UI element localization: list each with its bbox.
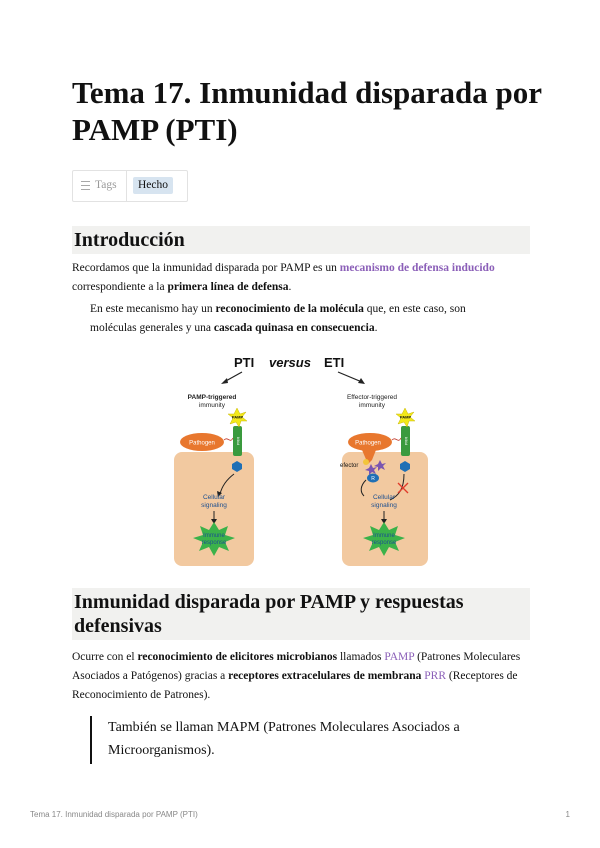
pathogen-label-left: Pathogen: [189, 440, 215, 447]
pathogen-label-right: Pathogen: [355, 440, 381, 447]
arrow-right: [338, 372, 362, 382]
text: (Receptores de Reconocimiento de Patrones).: [72, 670, 518, 701]
text: llamados: [337, 651, 385, 663]
footer-title: Tema 17. Inmunidad disparada por PAMP (PTI): [30, 810, 198, 819]
response-label-left-1: Immune: [203, 533, 225, 539]
bold-text: receptores extracelulares de membrana: [228, 670, 422, 682]
caption-eti-line2: immunity: [358, 402, 386, 409]
signaling-label-left-2: signaling: [201, 502, 227, 509]
intro-paragraph: [72, 259, 532, 297]
highlight-link: mecanismo de defensa inducido: [339, 262, 495, 274]
bold-text: reconocimiento de la molécula: [215, 303, 364, 315]
pamp-paragraph: [72, 648, 532, 705]
bold-text: reconocimiento de elicitores microbianos: [137, 651, 338, 663]
quote-text: También se llaman MAPM (Patrones Moleculares Asociados a Microorganismos).: [108, 720, 460, 758]
text: (Patrones Moleculares Asociados a Patógenos) gracias a: [72, 651, 521, 682]
effector-label: efector: [340, 463, 359, 469]
bold-text: cascada quinasa en consecuencia: [213, 322, 375, 334]
text: Ocurre con el: [72, 651, 138, 663]
text: Recordamos que la inmunidad disparada por PAMP es un: [72, 262, 340, 274]
page-number: 1: [565, 810, 570, 819]
figure-title-pti: PTI: [234, 355, 255, 370]
intro-indented-paragraph: [90, 300, 510, 338]
caption-pti-line1: PAMP-triggered: [187, 394, 237, 401]
signaling-label-left-1: Cellular: [202, 494, 226, 501]
text: que, en este caso, son moléculas generales y una: [90, 303, 466, 334]
caption-pti-line2: immunity: [198, 402, 226, 409]
text: En este mecanismo hay un: [90, 303, 216, 315]
pti-vs-eti-figure: [172, 350, 430, 570]
r-protein-label: R: [371, 476, 375, 482]
effector-dot: [363, 459, 369, 465]
text: .: [288, 281, 292, 293]
section-heading-pamp: Inmunidad disparada por PAMP y respuestas defensivas: [72, 588, 530, 640]
bold-text: primera línea de defensa: [167, 281, 289, 293]
figure-title-eti: ETI: [324, 355, 345, 370]
arrowhead-left: [221, 378, 228, 384]
caption-eti-line1: Effector-triggered: [346, 394, 398, 401]
flagellum-left: [224, 438, 233, 440]
tags-label-cell: [73, 171, 127, 201]
tags-label: Tags: [95, 179, 117, 191]
text: correspondiente a la: [72, 281, 168, 293]
response-label-left-2: response: [201, 540, 227, 546]
section-heading-introduccion: Introducción: [72, 226, 530, 254]
pamp-label-left: PAMP: [231, 414, 244, 420]
prr-label-right: PRR: [403, 436, 409, 446]
figure-title-versus: versus: [269, 355, 311, 370]
prr-label-left: PRR: [235, 436, 241, 446]
flagellum-right: [392, 438, 401, 440]
signaling-label-right-2: signaling: [371, 502, 397, 509]
tag-badge[interactable]: Hecho: [133, 177, 173, 194]
blockquote: [90, 716, 522, 764]
highlight-prr: PRR: [424, 670, 447, 682]
response-label-right-2: response: [371, 540, 397, 546]
response-label-right-1: Immune: [373, 533, 395, 539]
page-title: Tema 17. Inmunidad disparada por PAMP (PTI): [72, 75, 542, 147]
list-icon: [81, 181, 90, 190]
pamp-label-right: PAMP: [399, 414, 412, 420]
highlight-pamp: PAMP: [384, 651, 415, 663]
signaling-label-right-1: Cellular: [372, 494, 396, 501]
tags-property: [72, 170, 188, 202]
text: .: [374, 322, 378, 334]
